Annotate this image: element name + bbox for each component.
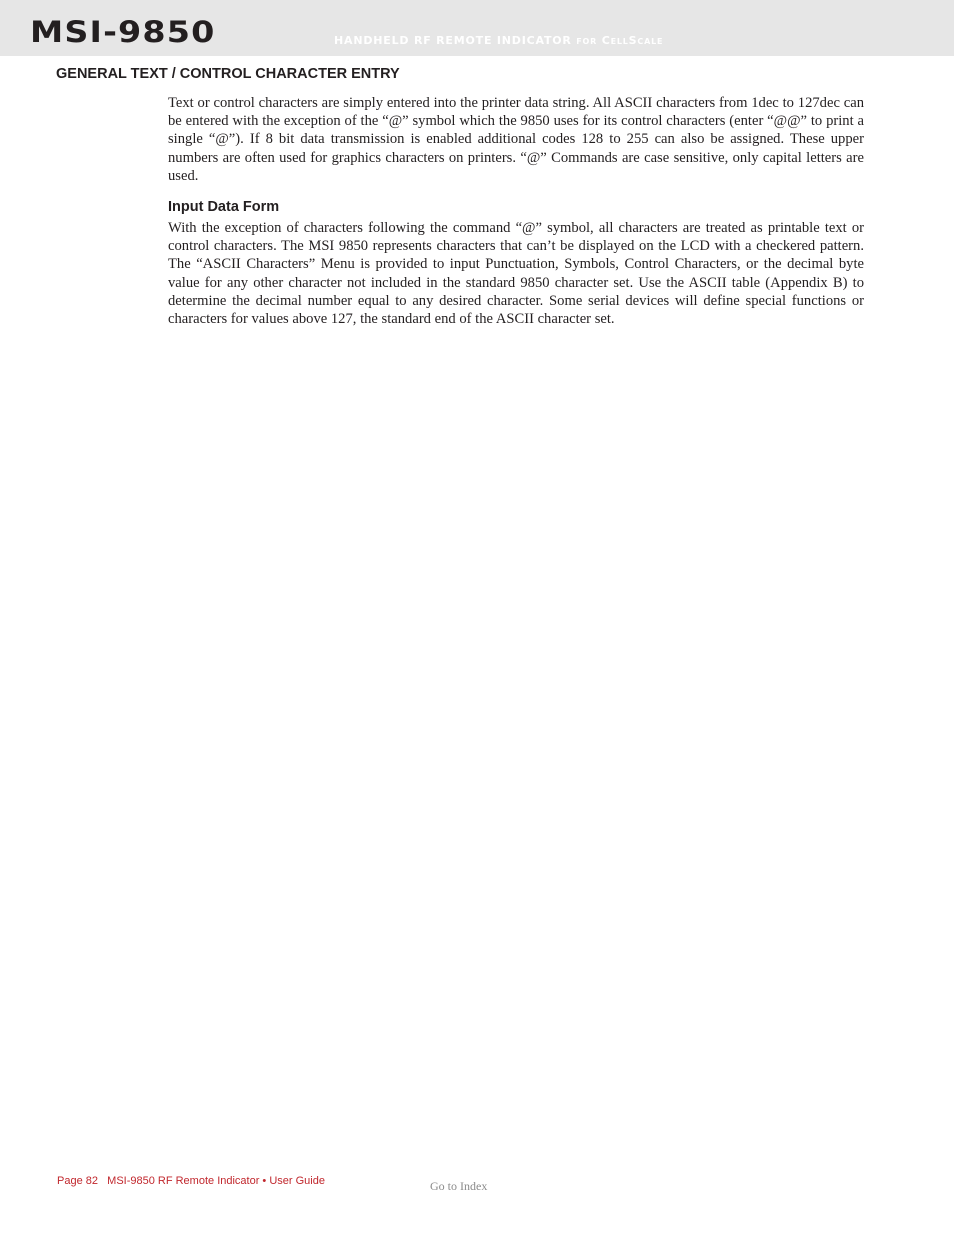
intro-paragraph: Text or control characters are simply entered into the printer data string. All ASCII characters from 1dec to 127dec can be entered with the exception of the “@” symbol which the 9850 uses for its control characters (enter “@@” to print a single “@”). If 8 bit data transmission is enabled additional codes 128 to 255 can also be assigned. These upper numbers are often used for graphics characters on printers. “@” Commands are case sensitive, only capital letters are used. bbox=[168, 95, 864, 184]
product-subtitle: HANDHELD RF REMOTE INDICATOR for CellScale bbox=[334, 34, 664, 47]
product-title: MSI-9850 bbox=[30, 15, 216, 49]
header-bar bbox=[0, 0, 954, 56]
input-data-form-heading: Input Data Form bbox=[168, 199, 280, 216]
section-heading: GENERAL TEXT / CONTROL CHARACTER ENTRY bbox=[56, 66, 400, 82]
footer-page-info: Page 82 MSI-9850 RF Remote Indicator • User Guide bbox=[57, 1175, 325, 1187]
section-content bbox=[168, 94, 864, 328]
go-to-index-link[interactable]: Go to Index bbox=[430, 1179, 488, 1193]
input-data-form-paragraph: With the exception of characters following the command “@” symbol, all characters are treated as printable text or control characters. The MSI 9850 represents characters that can’t be displayed on the LCD with a checkered pattern. The “ASCII Characters” Menu is provided to input Punctuation, Symbols, Control Characters, or the decimal byte value for any other character not included in the standard 9850 character set. Use the ASCII table (Appendix B) to determine the decimal number equal to any desired character. Some serial devices will define special functions or characters for values above 127, the standard end of the ASCII character set. bbox=[168, 220, 864, 328]
